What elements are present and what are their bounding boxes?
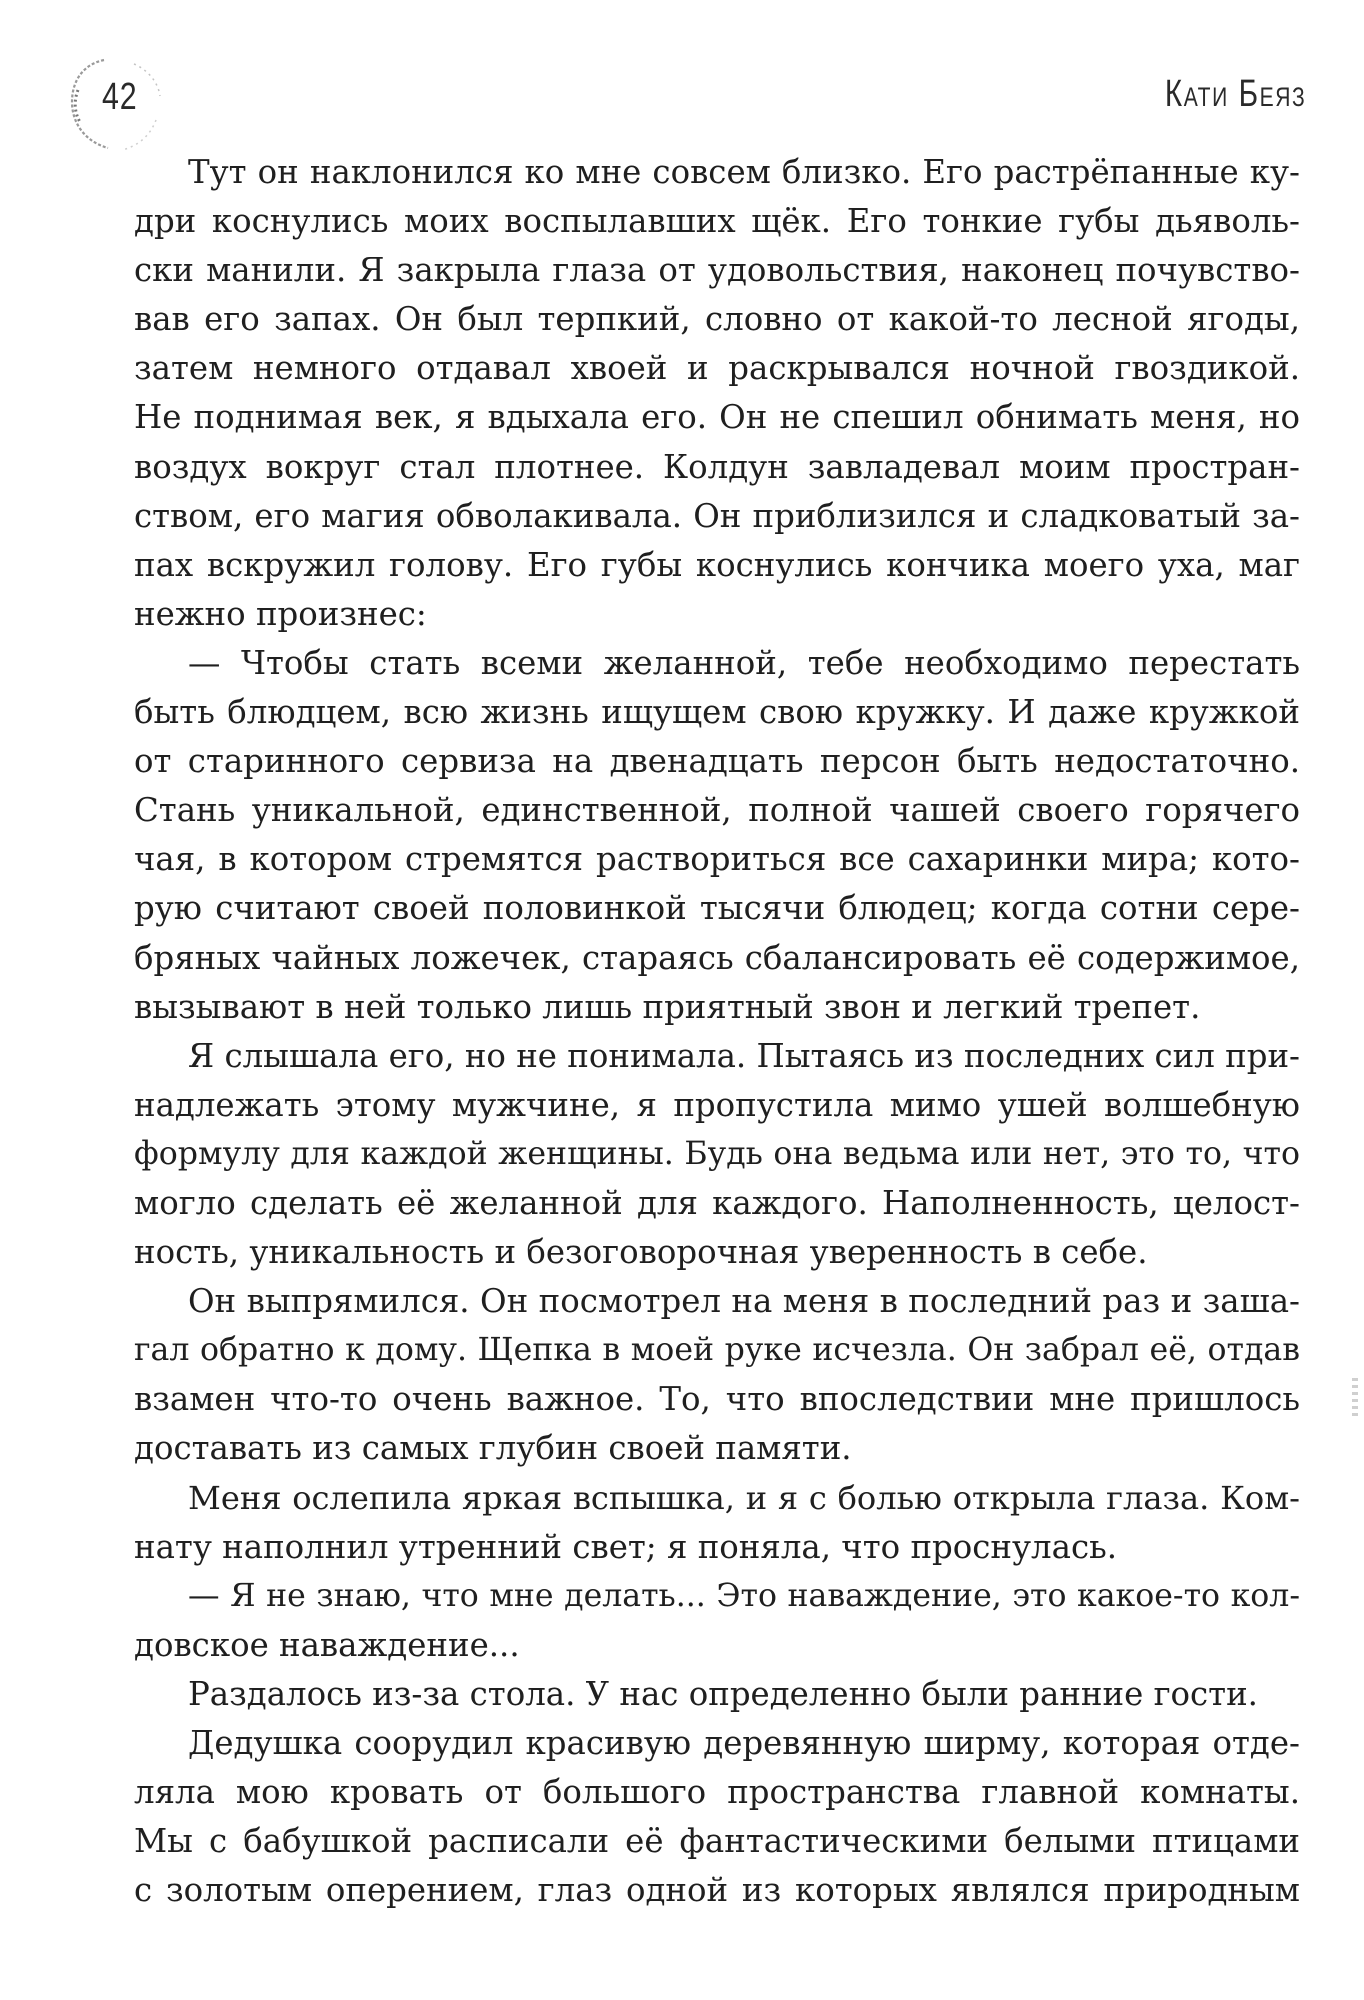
page-number-ornament	[64, 50, 174, 160]
text-line: ность, уникальность и безоговорочная уверенность в себе.	[134, 1233, 1148, 1272]
text-line: Раздалось из-за стола. У нас определенно были ранние гости.	[188, 1674, 1258, 1713]
text-line: Он выпрямился. Он посмотрел на меня в последний раз и заша-	[188, 1282, 1300, 1321]
running-head-author: Кати Беяз	[1164, 73, 1306, 115]
text-line: воздух вокруг стал плотнее. Колдун завладевал моим простран-	[134, 447, 1300, 486]
text-line: надлежать этому мужчине, я пропустила мимо ушей волшебную	[134, 1085, 1300, 1124]
text-line: доставать из самых глубин своей памяти.	[134, 1429, 852, 1468]
text-line: с золотым оперением, глаз одной из которых являлся природным	[134, 1871, 1300, 1910]
text-line: ляла мою кровать от большого пространства главной комнаты.	[134, 1773, 1300, 1812]
text-line: вызывают в ней только лишь приятный звон и легкий трепет.	[134, 987, 1201, 1026]
text-line: бряных чайных ложечек, стараясь сбалансировать её содержимое,	[134, 938, 1300, 977]
text-line: чая, в котором стремятся раствориться все сахаринки мира; кото-	[134, 840, 1300, 879]
text-line: взамен что-то очень важное. То, что впоследствии мне пришлось	[134, 1380, 1300, 1419]
text-line: нежно произнес:	[134, 594, 427, 633]
text-line: рую считают своей половинкой тысячи блюдец; когда сотни сере-	[134, 889, 1300, 928]
scan-edge-mark	[1352, 1378, 1358, 1418]
text-line: Стань уникальной, единственной, полной чашей своего горячего	[134, 791, 1300, 830]
text-line: — Чтобы стать всеми желанной, тебе необходимо перестать	[188, 643, 1300, 682]
body-text	[134, 148, 1300, 1915]
text-line: Тут он наклонился ко мне совсем близко. Его растрёпанные ку-	[188, 153, 1300, 191]
text-line: быть блюдцем, всю жизнь ищущем свою кружку. И даже кружкой	[134, 693, 1300, 732]
text-line: Я слышала его, но не понимала. Пытаясь из последних сил при-	[188, 1036, 1300, 1075]
page-number: 42	[102, 76, 138, 118]
text-line: Меня ослепила яркая вспышка, и я с болью открыла глаза. Ком-	[188, 1478, 1300, 1517]
text-line: Мы с бабушкой расписали её фантастическими белыми птицами	[134, 1822, 1300, 1861]
text-line: формулу для каждой женщины. Будь она ведьма или нет, это то, что	[134, 1135, 1300, 1172]
text-line: пах вскружил голову. Его губы коснулись кончика моего уха, маг	[134, 545, 1300, 584]
text-line: Не поднимая век, я вдыхала его. Он не спешил обнимать меня, но	[134, 398, 1300, 437]
text-line: могло сделать её желанной для каждого. Наполненность, целост-	[134, 1183, 1300, 1222]
text-line: нату наполнил утренний свет; я поняла, что проснулась.	[134, 1527, 1118, 1566]
text-line: от старинного сервиза на двенадцать персон быть недостаточно.	[134, 742, 1300, 781]
text-line: — Я не знаю, что мне делать... Это наваждение, это какое-то кол-	[188, 1577, 1300, 1614]
text-line: вав его запах. Он был терпкий, словно от какой-то лесной ягоды,	[134, 300, 1300, 339]
text-line: Дедушка соорудил красивую деревянную ширму, которая отде-	[188, 1724, 1300, 1762]
text-line: гал обратно к дому. Щепка в моей руке исчезла. Он забрал её, отдав	[134, 1332, 1300, 1369]
text-line: ством, его магия обволакивала. Он приблизился и сладковатый за-	[134, 496, 1300, 535]
text-line: затем немного отдавал хвоей и раскрывался ночной гвоздикой.	[134, 349, 1300, 388]
text-line: ски манили. Я закрыла глаза от удовольствия, наконец почувство-	[134, 251, 1300, 290]
text-line: дри коснулись моих воспылавших щёк. Его тонкие губы дьяволь-	[134, 202, 1300, 241]
text-line: довское наваждение...	[134, 1625, 520, 1664]
